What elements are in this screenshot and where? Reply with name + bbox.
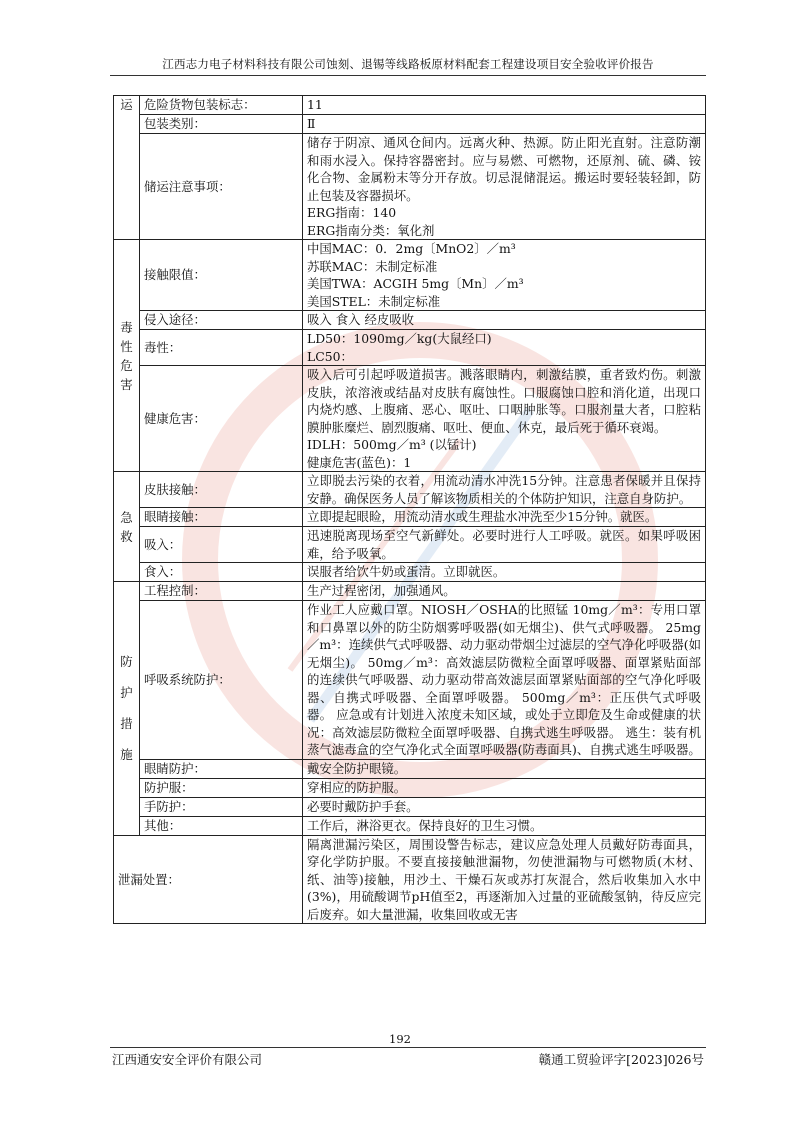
row-label: 工程控制： — [140, 582, 303, 601]
row-label: 毒性： — [140, 330, 303, 366]
table-row — [114, 759, 706, 778]
category-first-aid: 急 救 — [114, 472, 140, 582]
table-row — [114, 115, 706, 134]
header-rule — [110, 75, 706, 76]
table-row — [114, 563, 706, 582]
table-row — [114, 240, 706, 311]
row-label: 危险货物包装标志： — [140, 96, 303, 115]
table-row — [114, 134, 706, 240]
row-label: 其他： — [140, 816, 303, 835]
table-row — [114, 582, 706, 601]
table-row — [114, 527, 706, 563]
row-value: 作业工人应戴口罩。NIOSH／OSHA的比照锰 10mg／m³：专用口罩和口鼻罩以外的防尘防烟雾呼吸器(如无烟尘)、供气式呼吸器。 25mg／m³：连续供气式呼吸器、动力驱动带烟尘过滤层的空气净化呼吸器(如无烟尘)。 50mg／m³：高效滤层防微粒全面罩呼吸器、面罩紧贴面部的连续供气呼吸器、动力驱动带高效滤层面罩紧贴面部的空气净化呼吸器、自携式呼吸器、全面罩呼吸器。 500mg／m³：正压供气式呼吸器。 应急或有计划进入浓度未知区域，或处于立即危及生命或健康的状况：高效滤层防微粒全面罩呼吸器、自携式逃生呼吸器。 逃生：装有机蒸气滤毒盒的空气净化式全面罩呼吸器(防毒面具)、自携式逃生呼吸器。 — [303, 601, 706, 760]
table-row — [114, 330, 706, 366]
row-label: 食入： — [140, 563, 303, 582]
table-row — [114, 508, 706, 527]
row-label-leak: 泄漏处置： — [114, 835, 303, 924]
row-value: 储存于阴凉、通风仓间内。远离火种、热源。防止阳光直射。注意防潮和雨水浸入。保持容器密封。应与易燃、可燃物，还原剂、硫、磷、铵化合物、金属粉末等分开存放。切忌混储混运。搬运时要轻装轻卸，防止包装及容器损坏。 ERG指南：140 ERG指南分类：氧化剂 — [303, 134, 706, 240]
table-row — [114, 816, 706, 835]
row-label: 吸入： — [140, 527, 303, 563]
safety-data-table — [113, 95, 706, 924]
table-row — [114, 366, 706, 472]
footer-rule — [110, 1047, 706, 1048]
row-value: 误服者给饮牛奶或蛋清。立即就医。 — [303, 563, 706, 582]
row-value: 迅速脱离现场至空气新鲜处。必要时进行人工呼吸。就医。如果呼吸困难，给予吸氧。 — [303, 527, 706, 563]
row-value: 必要时戴防护手套。 — [303, 797, 706, 816]
table-row — [114, 96, 706, 115]
row-value: 生产过程密闭，加强通风。 — [303, 582, 706, 601]
category-transport: 运 — [114, 96, 140, 240]
row-label: 防护服： — [140, 778, 303, 797]
footer-report-number: 赣通工贸验评字[2023]026号 — [538, 1052, 704, 1067]
row-label: 接触限值： — [140, 240, 303, 311]
category-toxicity: 毒 性 危 害 — [114, 240, 140, 472]
row-value: 立即提起眼睑，用流动清水或生理盐水冲洗至少15分钟。就医。 — [303, 508, 706, 527]
row-label: 眼睛接触： — [140, 508, 303, 527]
table-row — [114, 835, 706, 924]
footer-company: 江西通安安全评价有限公司 — [112, 1052, 263, 1067]
row-value: 吸入后可引起呼吸道损害。溅落眼睛内，刺激结膜，重者致灼伤。刺激皮肤，浓溶液或结晶对皮肤有腐蚀性。口服腐蚀口腔和消化道，出现口内烧灼感、上腹痛、恶心、呕吐、口咽肿胀等。口服剂量大者，口腔粘膜肿胀糜烂、剧烈腹痛、呕吐、便血、休克，最后死于循环衰竭。 IDLH：500mg／m³ (以锰计) 健康危害(蓝色)：1 — [303, 366, 706, 472]
row-value: 戴安全防护眼镜。 — [303, 759, 706, 778]
row-label: 健康危害： — [140, 366, 303, 472]
row-label: 眼睛防护： — [140, 759, 303, 778]
row-value: 吸入 食入 经皮吸收 — [303, 311, 706, 330]
table-row — [114, 311, 706, 330]
category-protection: 防 护 措 施 — [114, 582, 140, 836]
table-row — [114, 601, 706, 760]
row-value: 立即脱去污染的衣着，用流动清水冲洗15分钟。注意患者保暖并且保持安静。确保医务人员了解该物质相关的个体防护知识，注意自身防护。 — [303, 472, 706, 508]
row-value: 穿相应的防护服。 — [303, 778, 706, 797]
row-label: 手防护： — [140, 797, 303, 816]
table-row — [114, 797, 706, 816]
row-value: 中国MAC：0．2mg〔MnO2〕／m³ 苏联MAC：未制定标准 美国TWA：ACGIH 5mg〔Mn〕／m³ 美国STEL：未制定标准 — [303, 240, 706, 311]
row-value: 11 — [303, 96, 706, 115]
table-row — [114, 472, 706, 508]
row-value: 工作后，淋浴更衣。保持良好的卫生习惯。 — [303, 816, 706, 835]
row-label: 呼吸系统防护： — [140, 601, 303, 760]
row-value: Ⅱ — [303, 115, 706, 134]
row-label: 包装类别： — [140, 115, 303, 134]
row-value: LD50：1090mg／kg(大鼠经口) LC50： — [303, 330, 706, 366]
row-label: 侵入途径： — [140, 311, 303, 330]
row-label: 皮肤接触： — [140, 472, 303, 508]
page-number: 192 — [389, 1032, 411, 1046]
page-header: 江西志力电子材料科技有限公司蚀刻、退锡等线路板原材料配套工程建设项目安全验收评价报告 — [162, 57, 654, 71]
table-row — [114, 778, 706, 797]
row-value: 隔离泄漏污染区，周围设警告标志，建议应急处理人员戴好防毒面具，穿化学防护服。不要直接接触泄漏物，勿使泄漏物与可燃物质(木材、纸、油等)接触，用沙土、干燥石灰或苏打灰混合，然后收集加入水中(3%)，用硫酸调节pH值至2，再逐渐加入过量的亚硫酸氢钠，待反应完后废弃。如大量泄漏，收集回收或无害 — [303, 835, 706, 924]
row-label: 储运注意事项： — [140, 134, 303, 240]
